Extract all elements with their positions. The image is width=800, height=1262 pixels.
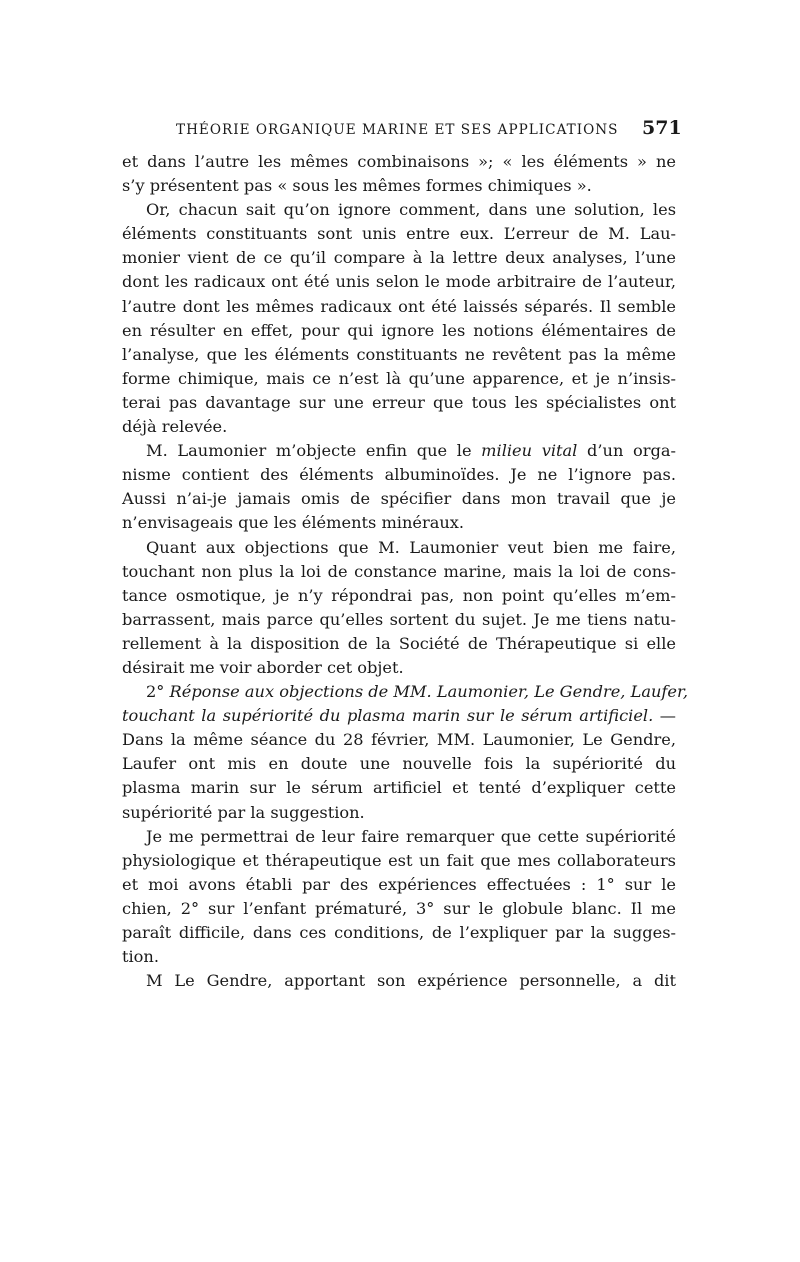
text-line: tance osmotique, je n’y répondrai pas, non point qu’elles m’em- bbox=[122, 585, 676, 605]
text-line: nisme contient des éléments albuminoïdes. Je ne l’ignore pas. bbox=[122, 465, 676, 485]
text-line: paraît difficile, dans ces conditions, de l’expliquer par la sugges- bbox=[122, 923, 676, 942]
text-line: et moi avons établi par des expériences effectuées : 1° sur le bbox=[122, 874, 676, 894]
text-line: s’y présentent pas « sous les mêmes formes chimiques ». bbox=[122, 176, 592, 196]
text-line: forme chimique, mais ce n’est là qu’une apparence, et je n’insis- bbox=[122, 368, 676, 388]
body-text bbox=[122, 150, 689, 993]
text-line: en résulter en effet, pour qui ignore les notions élémentaires de bbox=[122, 320, 676, 340]
text-line: Laufer ont mis en doute une nouvelle fois la supériorité du bbox=[122, 754, 676, 774]
running-title: THÉORIE ORGANIQUE MARINE ET SES APPLICATIONS bbox=[176, 122, 619, 138]
text-line: monier vient de ce qu’il compare à la lettre deux analyses, l’une bbox=[122, 248, 676, 268]
text-line: supériorité par la suggestion. bbox=[122, 802, 365, 822]
text-line: Quant aux objections que M. Laumonier veut bien me faire, bbox=[146, 537, 676, 557]
text-line: M Le Gendre, apportant son expérience personnelle, a dit bbox=[146, 971, 676, 991]
text-line: terai pas davantage sur une erreur que tous les spécialistes ont bbox=[122, 392, 676, 412]
text-line: Dans la même séance du 28 février, MM. Laumonier, Le Gendre, bbox=[122, 730, 676, 750]
text-line: éléments constituants sont unis entre eux. L’erreur de M. Lau- bbox=[122, 224, 676, 244]
text-line: plasma marin sur le sérum artificiel et tenté d’expliquer cette bbox=[122, 778, 676, 798]
italic-term: milieu vital bbox=[481, 441, 578, 461]
page-number: 571 bbox=[642, 117, 682, 139]
text-line: touchant non plus la loi de constance marine, mais la loi de cons- bbox=[122, 561, 676, 581]
text-line bbox=[122, 439, 676, 463]
section-heading-italic: Réponse aux objections de MM. Laumonier, Le Gendre, Laufer, bbox=[169, 682, 689, 702]
text-line: Or, chacun sait qu’on ignore comment, dans une solution, les bbox=[146, 200, 676, 220]
text-line: physiologique et thérapeutique est un fait que mes collaborateurs bbox=[122, 850, 676, 870]
section-number: 2° bbox=[146, 682, 170, 702]
text-run: — bbox=[653, 706, 676, 726]
text-line: Je me permettrai de leur faire remarquer que cette supériorité bbox=[146, 826, 676, 846]
text-line: n’envisageais que les éléments minéraux. bbox=[122, 513, 465, 533]
text-line: et dans l’autre les mêmes combinaisons »; « les éléments » ne bbox=[122, 152, 676, 171]
text-line: déjà relevée. bbox=[122, 417, 228, 437]
text-line: barrassent, mais parce qu’elles sortent du sujet. Je me tiens natu- bbox=[122, 609, 676, 629]
section-heading-line bbox=[122, 680, 689, 704]
text-line: Aussi n’ai-je jamais omis de spécifier dans mon travail que je bbox=[122, 489, 676, 509]
text-line: tion. bbox=[122, 947, 159, 967]
section-heading-line bbox=[122, 704, 676, 728]
text-line: chien, 2° sur l’enfant prématuré, 3° sur le globule blanc. Il me bbox=[122, 898, 676, 918]
text-run: d’un orga- bbox=[577, 441, 677, 461]
text-line: l’analyse, que les éléments constituants ne revêtent pas la même bbox=[122, 344, 676, 364]
text-line: dont les radicaux ont été unis selon le mode arbitraire de l’auteur, bbox=[122, 272, 676, 292]
text-line: l’autre dont les mêmes radicaux ont été laissés séparés. Il semble bbox=[122, 296, 676, 316]
section-heading-italic: touchant la supériorité du plasma marin sur le sérum artificiel. bbox=[122, 706, 654, 726]
text-run: M. Laumonier m’objecte enfin que le bbox=[146, 441, 482, 461]
text-line: désirait me voir aborder cet objet. bbox=[122, 657, 404, 677]
text-line: rellement à la disposition de la Société de Thérapeutique si elle bbox=[122, 633, 676, 653]
